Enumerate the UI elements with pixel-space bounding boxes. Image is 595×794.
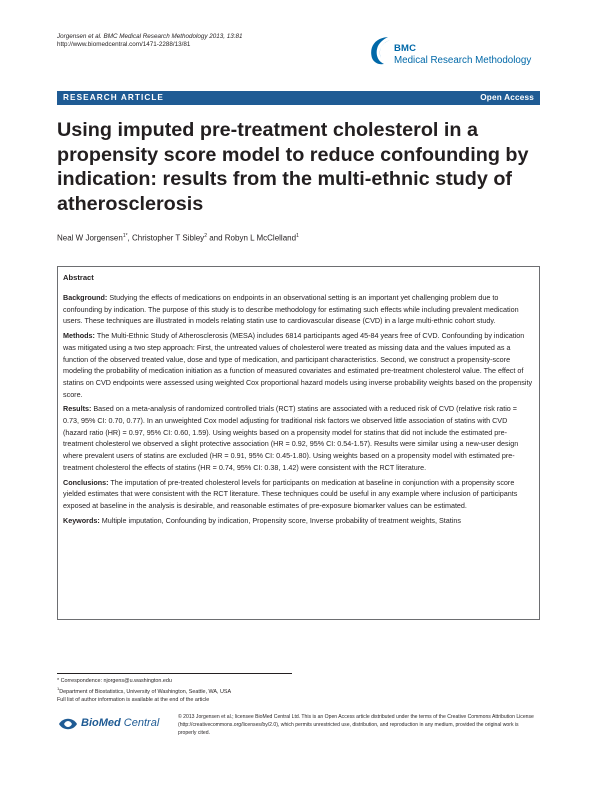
abstract-keywords — [63, 515, 533, 527]
section-label: Keywords: — [63, 515, 100, 525]
section-text: The imputation of pre-treated cholesterol levels for participants on medication at baseline in conjunction with a propensity score yielded estimates that were consistent with the RCT literature. These techniques could be useful in any example where inclusion of participants exposed at baseline in the analysis is desirable, and reasonable estimates of pre-exposure biomarker values can be estimated. — [63, 477, 518, 510]
affiliation-text: Department of Biostatistics, University of Washington, Seattle, WA, USA — [59, 689, 232, 695]
author-list — [57, 233, 299, 243]
abstract-box — [57, 266, 540, 620]
biomed-central-icon — [57, 716, 79, 732]
correspondence-note[interactable]: * Correspondence: njorgens@u.washington.edu — [57, 678, 172, 684]
author-info-note: Full list of author information is available at the end of the article — [57, 697, 210, 704]
author-affil-marker: 1 — [296, 233, 299, 239]
abstract-methods — [63, 330, 533, 400]
article-type-label: RESEARCH ARTICLE — [63, 93, 164, 102]
author-name: , Christopher T Sibley — [127, 233, 205, 243]
section-text: Studying the effects of medications on endpoints in an observational setting is an important yet challenging problem due to confounding by indication. The purpose of this study is to describe methodology for estimating such effects while including prevalent medication users. These techniques are illustrated in models relating statin use to cardiovascular disease (CVD) in a large multi-ethnic cohort study. — [63, 293, 519, 326]
citation-text: Jorgensen et al. BMC Medical Research Methodology 2013, 13:81 — [57, 33, 243, 40]
logo-journal-name: Medical Research Methodology — [394, 55, 532, 66]
section-label: Results: — [63, 404, 92, 414]
wordmark-biomed: BioMed — [81, 717, 121, 729]
biomed-central-logo — [57, 714, 172, 734]
section-label: Background: — [63, 293, 108, 302]
article-title: Using imputed pre-treatment cholesterol in a propensity score model to reduce confounding by indication: results from the multi-ethnic study of atherosclerosis — [57, 119, 529, 215]
logo-publisher: BMC — [394, 43, 417, 54]
section-text: Based on a meta-analysis of randomized controlled trials (RCT) statins are associated with a reduced risk of CVD (relative risk ratio = 0.73, 95% CI: 0.70, 0.77). In an unweighted Cox model adjusting for traditional risk factors we observed little association of statins with CVD (hazard ratio (HR) = 0.97, 95% CI: 0.60, 1.59). Using weights based on a propensity model for statins that did not include the estimated pre-treatment cholesterol we observed a slight protective association (HR = 0.92, 95% CI: 0.54-1.57). Results were similar using a new-user design where prevalent users of statins are excluded (HR = 0.91, 95% CI: 0.45-1.80). Using weights based on a propensity model with estimated pre-treatment cholesterol the effects of statins (HR = 0.74, 95% CI: 0.38, 1.42) were consistent with the RCT literature. — [63, 404, 519, 472]
section-label: Conclusions: — [63, 477, 109, 487]
author-name: and Robyn L McClelland — [206, 233, 297, 243]
article-type-band — [57, 91, 540, 105]
section-label: Methods: — [63, 331, 95, 341]
license-statement: © 2013 Jorgensen et al.; licensee BioMed Central Ltd. This is an Open Access article distributed under the terms of the Creative Commons Attribution License (http://creativecommons.org/licenses/by/2.0), which permits unrestricted use, distribution, and reproduction in any medium, provided the original work is properly cited. — [178, 714, 534, 737]
wordmark-central: Central — [123, 717, 160, 729]
abstract-background — [63, 292, 533, 327]
bmc-arc-icon — [366, 34, 392, 66]
affiliation-note — [57, 685, 231, 696]
section-text: The Multi-Ethnic Study of Atherosclerosis (MESA) includes 6814 participants aged 45-84 years free of CVD. Confounding by indication was mitigated using a two step approach: First, the untreated values of cholesterol were treated as missing data and the values imputed as a function of the observed treated value, dose and type of medication, and participant characteristics. Second, we construct a propensity-score modeling the probability of medication initiation as a function of measured covariates and estimated pre-treatment cholesterol value. The effect of statins on CVD endpoints were assessed using weighted Cox proportional hazard models using inverse probability weights based on the propensity score. — [63, 331, 533, 399]
biomed-central-wordmark — [81, 717, 159, 729]
footnote-divider — [57, 673, 292, 674]
author-affil-marker: 1* — [122, 233, 128, 239]
bmc-journal-logo — [366, 31, 556, 73]
footnotes — [57, 677, 231, 704]
abstract-results — [63, 403, 533, 473]
abstract-conclusions — [63, 477, 533, 512]
running-header — [57, 33, 243, 50]
author-name: Neal W Jorgensen — [57, 233, 123, 243]
abstract-heading: Abstract — [63, 273, 94, 282]
open-access-label: Open Access — [480, 93, 534, 102]
section-text: Multiple imputation, Confounding by indication, Propensity score, Inverse probability of treatment weights, Statins — [99, 515, 461, 525]
author-affil-marker: 2 — [204, 233, 207, 239]
affil-marker: 1 — [57, 686, 60, 692]
article-url[interactable]: http://www.biomedcentral.com/1471-2288/13/81 — [57, 41, 191, 49]
